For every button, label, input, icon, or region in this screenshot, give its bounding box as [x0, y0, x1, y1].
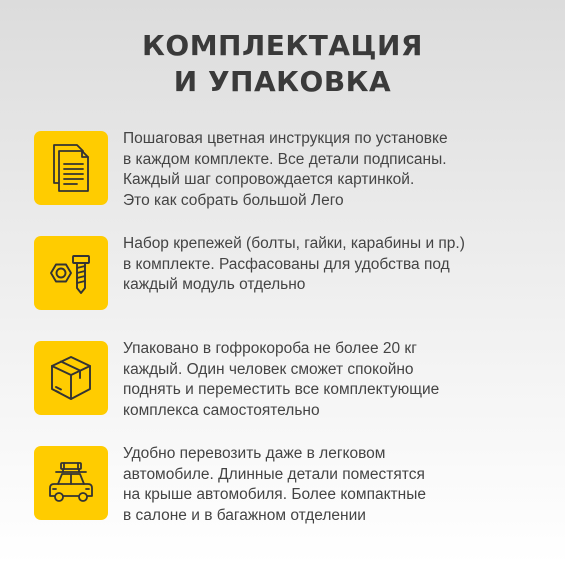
feature-text-line: поднять и переместить все комплектующие [123, 381, 440, 398]
feature-text-line: Удобно перевозить даже в легковом [123, 445, 386, 462]
feature-packaging [34, 341, 544, 417]
feature-text-line: Пошаговая цветная инструкция по установке [123, 130, 448, 147]
feature-text-line: каждый. Один человек сможет спокойно [123, 360, 414, 378]
page-title-line-2: И УПАКОВКА [173, 65, 392, 98]
feature-text-line: на крыше автомобиля. Более компактные [123, 486, 426, 503]
nut-bolt-icon [34, 236, 108, 310]
feature-instructions [34, 131, 544, 207]
page-title-line-1: КОМПЛЕКТАЦИЯ [142, 29, 423, 62]
feature-text-line: каждый модуль отдельно [123, 276, 306, 293]
feature-text-line: Упаковано в гофрокороба не более 20 кг [123, 340, 417, 357]
feature-text-line: автомобиле. Длинные детали поместятся [123, 465, 425, 483]
page-title [0, 28, 565, 100]
feature-fasteners [34, 236, 544, 312]
feature-text-line: Это как собрать большой Лего [123, 191, 344, 209]
feature-transport-text [123, 444, 548, 526]
packaging-icon-tile [34, 341, 108, 415]
feature-transport [34, 446, 544, 522]
feature-text-line: в комплекте. Расфасованы для удобства под [123, 255, 450, 273]
feature-fasteners-text [123, 234, 548, 296]
feature-text-line: комплекса самостоятельно [123, 401, 320, 419]
car-roof-cargo-icon [34, 446, 108, 520]
cardboard-box-icon [34, 341, 108, 415]
feature-text-line: в каждом комплекте. Все детали подписаны. [123, 150, 447, 168]
feature-text-line: в салоне и в багажном отделении [123, 506, 366, 524]
instruction-document-icon [34, 131, 108, 205]
instruction-icon-tile [34, 131, 108, 205]
feature-text-line: Каждый шаг сопровождается картинкой. [123, 171, 415, 188]
feature-packaging-text [123, 339, 548, 421]
feature-instructions-text [123, 129, 548, 211]
fasteners-icon-tile [34, 236, 108, 310]
feature-text-line: Набор крепежей (болты, гайки, карабины и пр.) [123, 235, 465, 252]
transport-icon-tile [34, 446, 108, 520]
